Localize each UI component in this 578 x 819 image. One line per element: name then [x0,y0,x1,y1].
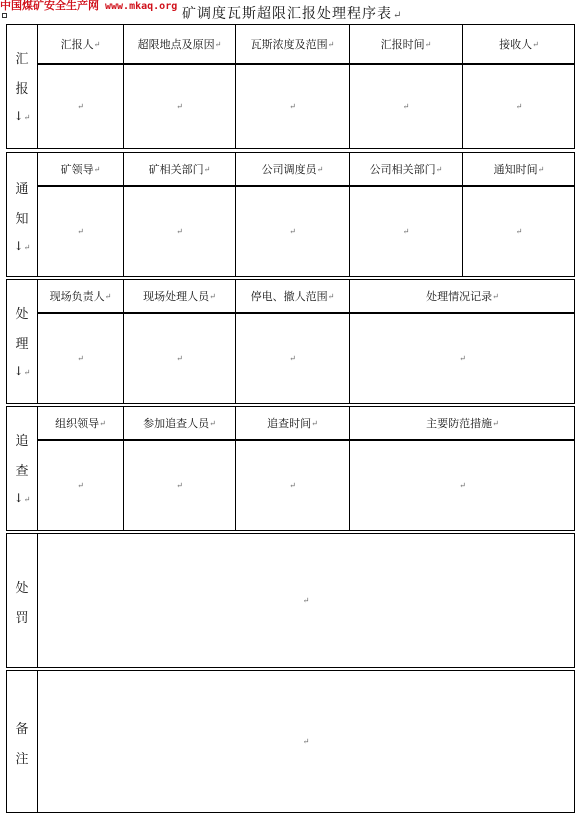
input-cell[interactable]: ↵ [236,187,350,276]
remarks-input-area[interactable]: ↵ [302,737,310,746]
header-cell: 汇报时间 ↵ [350,25,463,65]
table-anchor-icon [2,13,7,18]
input-cell[interactable]: ↵ [459,481,466,490]
header-cell: 现场负责人 ↵ [38,280,124,314]
down-arrow-icon: ↓ [13,239,24,253]
input-cell[interactable]: ↵ [124,314,236,403]
section-remarks [6,670,575,813]
header-cell: 瓦斯浓度及范围 ↵ [236,25,350,65]
header-cell: 汇报人 ↵ [38,25,124,65]
header-cell: 参加追查人员 ↵ [124,407,236,441]
input-cell[interactable]: ↵ [124,441,236,530]
watermark-site-name: 中国煤矿安全生产网 [0,0,99,12]
section-notify [6,152,575,277]
input-cell[interactable]: ↵ [350,65,463,148]
penalty-input-area[interactable]: ↵ [302,596,310,605]
section-report [6,24,575,149]
header-cell: 公司相关部门 ↵ [350,153,463,187]
input-cell[interactable]: ↵ [38,441,124,530]
down-arrow-icon: ↓ [13,491,24,505]
input-cell[interactable]: ↵ [350,187,463,276]
header-cell: 处理情况记录 ↵ [350,280,575,314]
side-label-notify: 通 知 ↓↵ [7,153,38,276]
watermark [0,0,177,13]
side-label-remarks: 备 注 [7,671,38,812]
header-cell: 矿领导 ↵ [38,153,124,187]
input-cell[interactable]: ↵ [236,441,350,530]
header-cell: 通知时间 ↵ [463,153,575,187]
page-title: 矿调度瓦斯超限汇报处理程序表↵ [182,6,403,22]
header-cell: 停电、撤人范围 ↵ [236,280,350,314]
input-cell[interactable]: ↵ [515,102,523,111]
header-cell: 组织领导 ↵ [38,407,124,441]
section-trace [6,406,575,531]
watermark-url: www.mkaq.org [105,1,178,12]
input-cell[interactable]: ↵ [124,65,236,148]
input-cell[interactable]: ↵ [459,354,466,363]
header-cell: 现场处理人员 ↵ [124,280,236,314]
side-label-penalty: 处 罚 [7,534,38,667]
input-cell[interactable]: ↵ [236,314,350,403]
header-cell: 矿相关部门 ↵ [124,153,236,187]
input-cell[interactable]: ↵ [38,65,124,148]
down-arrow-icon: ↓ [13,364,24,378]
down-arrow-icon: ↓ [13,109,24,123]
input-cell[interactable]: ↵ [515,227,523,236]
side-label-trace: 追 查 ↓↵ [7,407,38,530]
input-cell[interactable]: ↵ [124,187,236,276]
header-cell: 公司调度员 ↵ [236,153,350,187]
input-cell[interactable]: ↵ [38,314,124,403]
side-label-handle: 处 理 ↓↵ [7,280,38,403]
input-cell[interactable]: ↵ [236,65,350,148]
header-cell: 主要防范措施 ↵ [350,407,575,441]
header-cell: 超限地点及原因 ↵ [124,25,236,65]
side-label-report: 汇 报 ↓↵ [7,25,38,148]
section-handle [6,279,575,404]
header-cell: 追查时间 ↵ [236,407,350,441]
header-cell: 接收人 ↵ [463,25,575,65]
input-cell[interactable]: ↵ [38,187,124,276]
section-penalty [6,533,575,668]
